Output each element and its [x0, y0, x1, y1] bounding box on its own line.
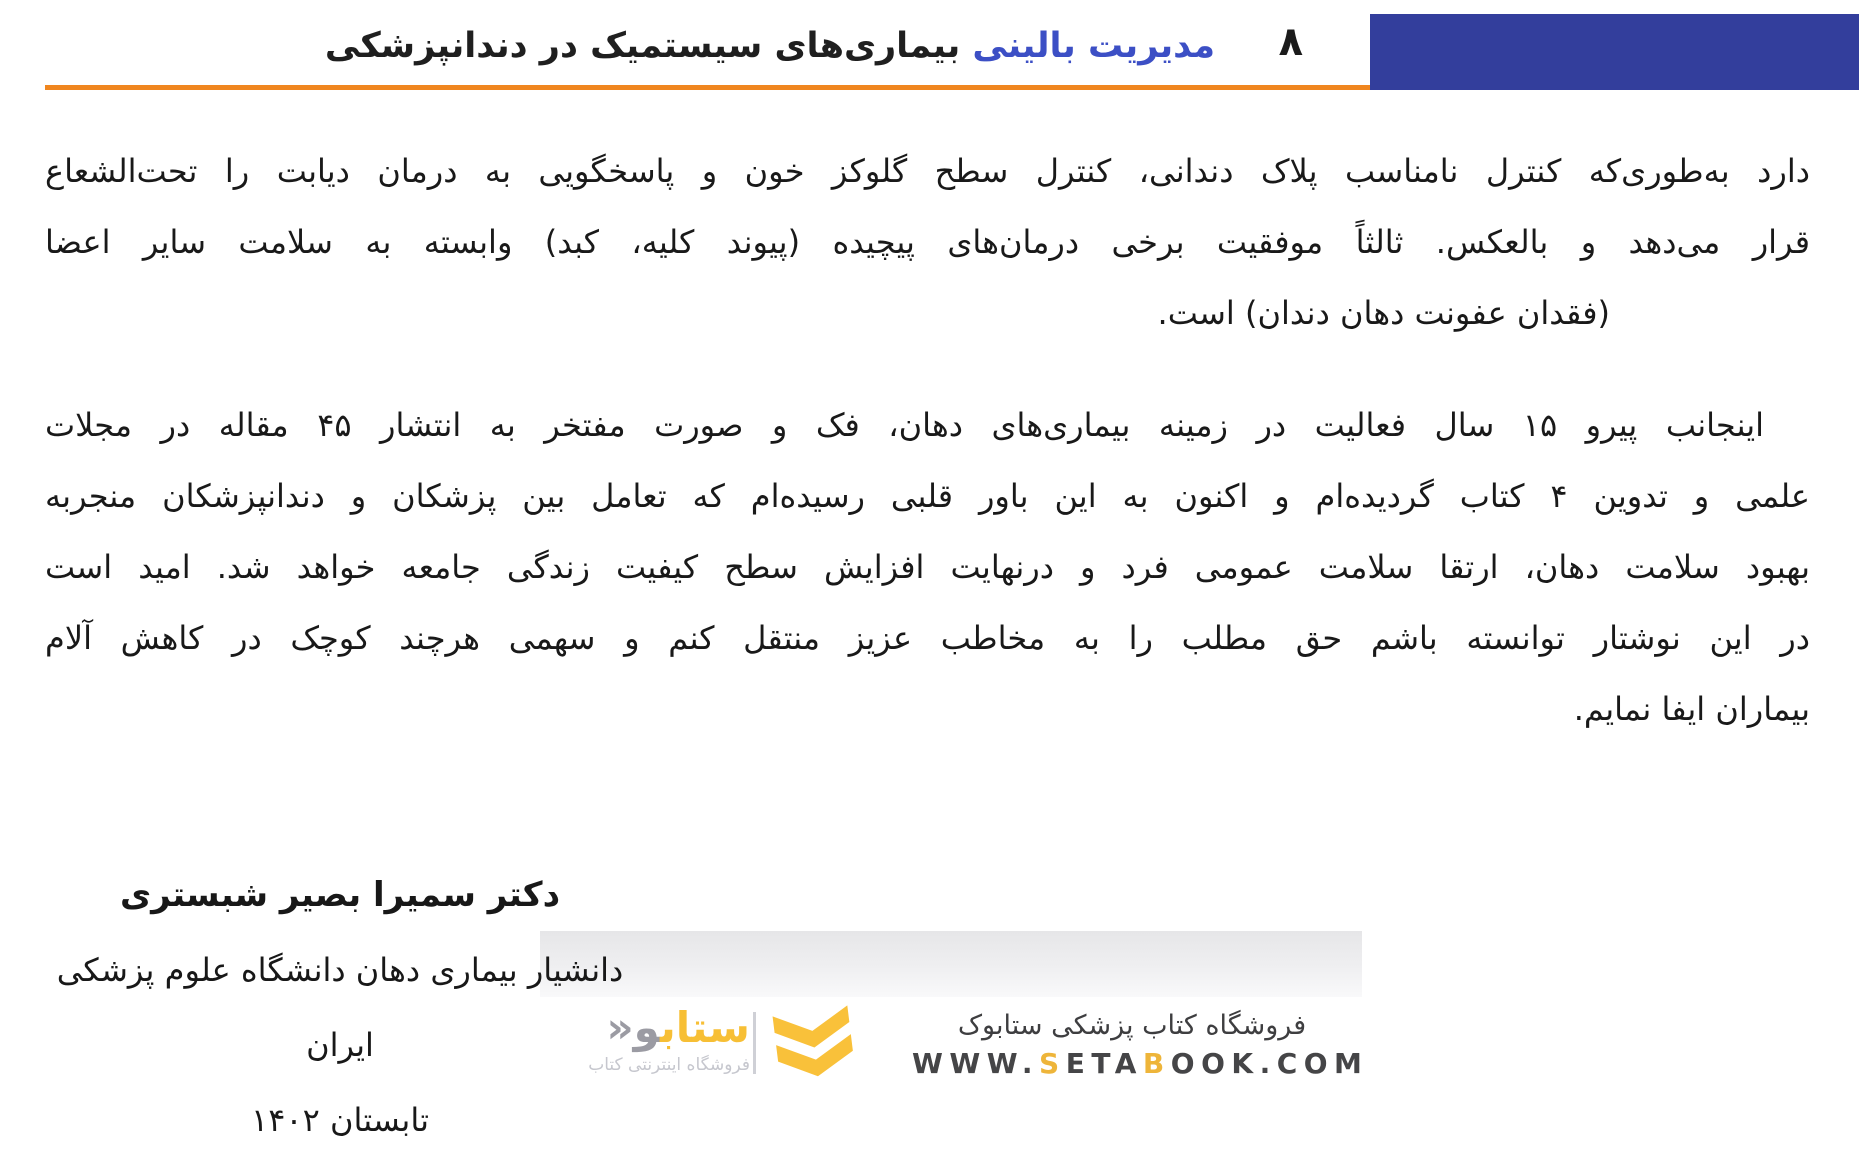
logo-divider-bar	[753, 1012, 756, 1074]
wordmark-yellow-part: ستاب	[660, 1003, 750, 1052]
page-title-rest: بیماری‌های سیستمیک در دندانپزشکی	[324, 26, 973, 66]
url-part-s: S	[1039, 1047, 1066, 1080]
page-number: ۸	[1278, 19, 1303, 65]
header-orange-rule	[45, 85, 1370, 90]
paragraph-1-line-3: (فقدان عفونت دهان دندان) است.	[1157, 294, 1610, 332]
url-part-eta: ETA	[1065, 1047, 1143, 1080]
store-watermark-column	[912, 1008, 1369, 1082]
setabook-logo-icon	[766, 1008, 862, 1080]
signature-block	[40, 858, 640, 1158]
url-part-b: B	[1142, 1047, 1171, 1080]
header-corner-block	[1370, 14, 1859, 90]
author-affiliation: دانشیار بیماری دهان دانشگاه علوم پزشکی ایران	[56, 951, 624, 1064]
paragraph-2	[45, 390, 1810, 745]
paragraph-2-line-3: بهبود سلامت دهان، ارتقا سلامت عمومی فرد و درنهایت افزایش سطح کیفیت زندگی جامعه خواهد شد. امید است	[45, 548, 1810, 586]
page-title	[325, 20, 1215, 72]
paragraph-1	[45, 136, 1810, 349]
paragraph-2-line-4: در این نوشتار توانسته باشم حق مطلب را به مخاطب عزیز منتقل کنم و سهمی هرچند کوچک در کاهش آلام	[45, 619, 1810, 657]
setabook-tagline: فروشگاه اینترنتی کتاب	[588, 1055, 750, 1075]
paragraph-2-line-2: علمی و تدوین ۴ کتاب گردیده‌ام و اکنون به این باور قلبی رسیده‌ام که تعامل بین پزشکان و دندانپزشکان منجربه	[45, 477, 1811, 515]
publication-date: تابستان ۱۴۰۲	[251, 1101, 429, 1139]
url-part-ook: OOK.COM	[1170, 1047, 1369, 1080]
paragraph-2-line-1: اینجانب پیرو ۱۵ سال فعالیت در زمینه بیماری‌های دهان، فک و صورت مفتخر به انتشار ۴۵ مقاله در مجلات	[45, 406, 1765, 444]
watermark-gray-band	[540, 931, 1362, 997]
paragraph-1-line-1: دارد به‌طوری‌که کنترل نامناسب پلاک دندانی، کنترل سطح گلوکز خون و پاسخگویی به درمان دیابت را تحت‌الشعاع	[45, 152, 1810, 190]
url-part-www: WWW.	[912, 1047, 1040, 1080]
paragraph-2-line-5: بیماران ایفا نمایم.	[1573, 690, 1810, 728]
wordmark-gray-part: و«	[606, 1003, 660, 1052]
author-name: دکتر سمیرا بصیر شبستری	[119, 875, 561, 915]
store-url	[912, 1046, 1369, 1082]
page-title-highlight: مدیریت بالینی	[972, 26, 1215, 66]
store-title: فروشگاه کتاب پزشکی ستابوک	[957, 1010, 1307, 1041]
paragraph-1-line-2: قرار می‌دهد و بالعکس. ثالثاً موفقیت برخی درمان‌های پیچیده (پیوند کلیه، کبد) وابسته به سلامت سایر اعضا	[45, 223, 1810, 261]
